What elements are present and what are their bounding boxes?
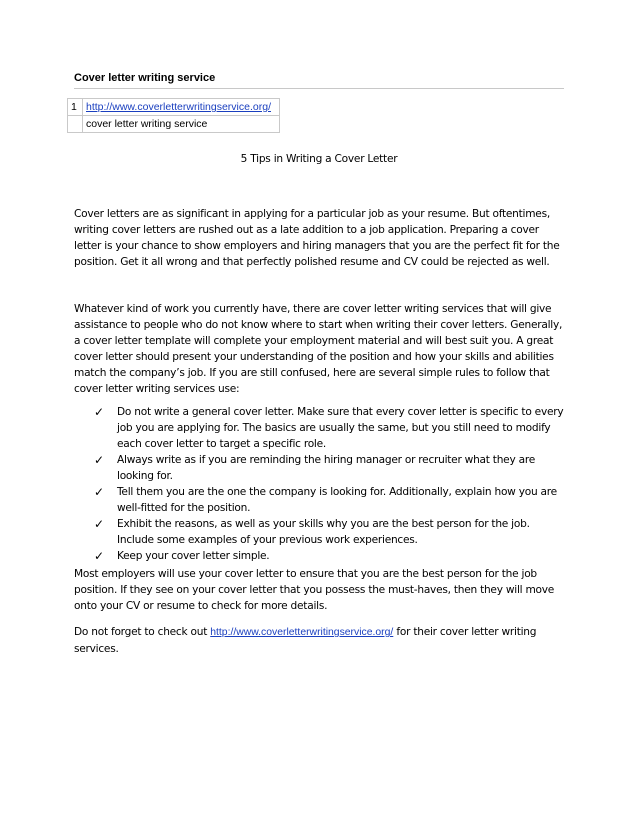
checkmark-icon: ✓	[94, 405, 104, 419]
table-row	[68, 116, 280, 133]
header-divider	[74, 88, 564, 89]
list-item	[94, 452, 568, 484]
paragraph-intro: Cover letters are as significant in applying for a particular job as your resume. But oftentimes, writing cover letters are rushed out as a late addition to a job application. Preparing a cover letter is your chance to show employers and hiring managers that you are the perfect fit for the position. Get it all wrong and that perfectly polished resume and CV could be rejected as well.	[74, 208, 560, 268]
document-title: 5 Tips in Writing a Cover Letter	[240, 153, 398, 165]
list-item	[94, 548, 568, 564]
tip-text: Exhibit the reasons, as well as your skills why you are the best person for the job. Include some examples of your previous work experiences.	[117, 518, 530, 546]
tip-text: Do not write a general cover letter. Make sure that every cover letter is specific to every job you are applying for. The basics are usually the same, but you still need to modify each cover letter to target a specific role.	[117, 406, 564, 450]
closing-text-after: for their cover letter writing services.	[74, 626, 537, 655]
checkmark-icon: ✓	[94, 517, 104, 531]
closing-link[interactable]: http://www.coverletterwritingservice.org/	[210, 627, 394, 638]
row-number	[68, 116, 83, 133]
checkmark-icon: ✓	[94, 453, 104, 467]
tip-text: Tell them you are the one the company is looking for. Additionally, explain how you are well-fitted for the position.	[117, 486, 557, 514]
list-item	[94, 484, 568, 516]
checkmark-icon: ✓	[94, 549, 104, 563]
list-item	[94, 404, 568, 452]
reference-table	[67, 98, 280, 133]
header-title: Cover letter writing service	[74, 72, 216, 84]
paragraph-closing	[74, 624, 568, 657]
closing-text-before: Do not forget to check out	[74, 626, 211, 638]
reference-text-cell: cover letter writing service	[83, 116, 280, 133]
reference-link[interactable]: http://www.coverletterwritingservice.org/	[86, 101, 271, 113]
reference-link-cell	[83, 99, 280, 116]
table-row	[68, 99, 280, 116]
paragraph-services: Whatever kind of work you currently have, there are cover letter writing services that will give assistance to people who do not know where to start when writing their cover letters. Generally, a cover letter template will complete your employment material and will best suit you. A great cover letter should present your understanding of the position and how your skills and abilities match the company’s job. If you are still confused, here are several simple rules to follow that cover letter writing services use:	[74, 303, 563, 395]
tips-list	[74, 404, 568, 564]
row-number: 1	[68, 99, 83, 116]
checkmark-icon: ✓	[94, 485, 104, 499]
paragraph-employers: Most employers will use your cover letter to ensure that you are the best person for the job position. If they see on your cover letter that you possess the must-haves, then they will move onto your CV or resume to check for more details.	[74, 568, 555, 612]
list-item	[94, 516, 568, 548]
tip-text: Always write as if you are reminding the hiring manager or recruiter what they are looking for.	[117, 454, 535, 482]
tip-text: Keep your cover letter simple.	[117, 550, 270, 562]
